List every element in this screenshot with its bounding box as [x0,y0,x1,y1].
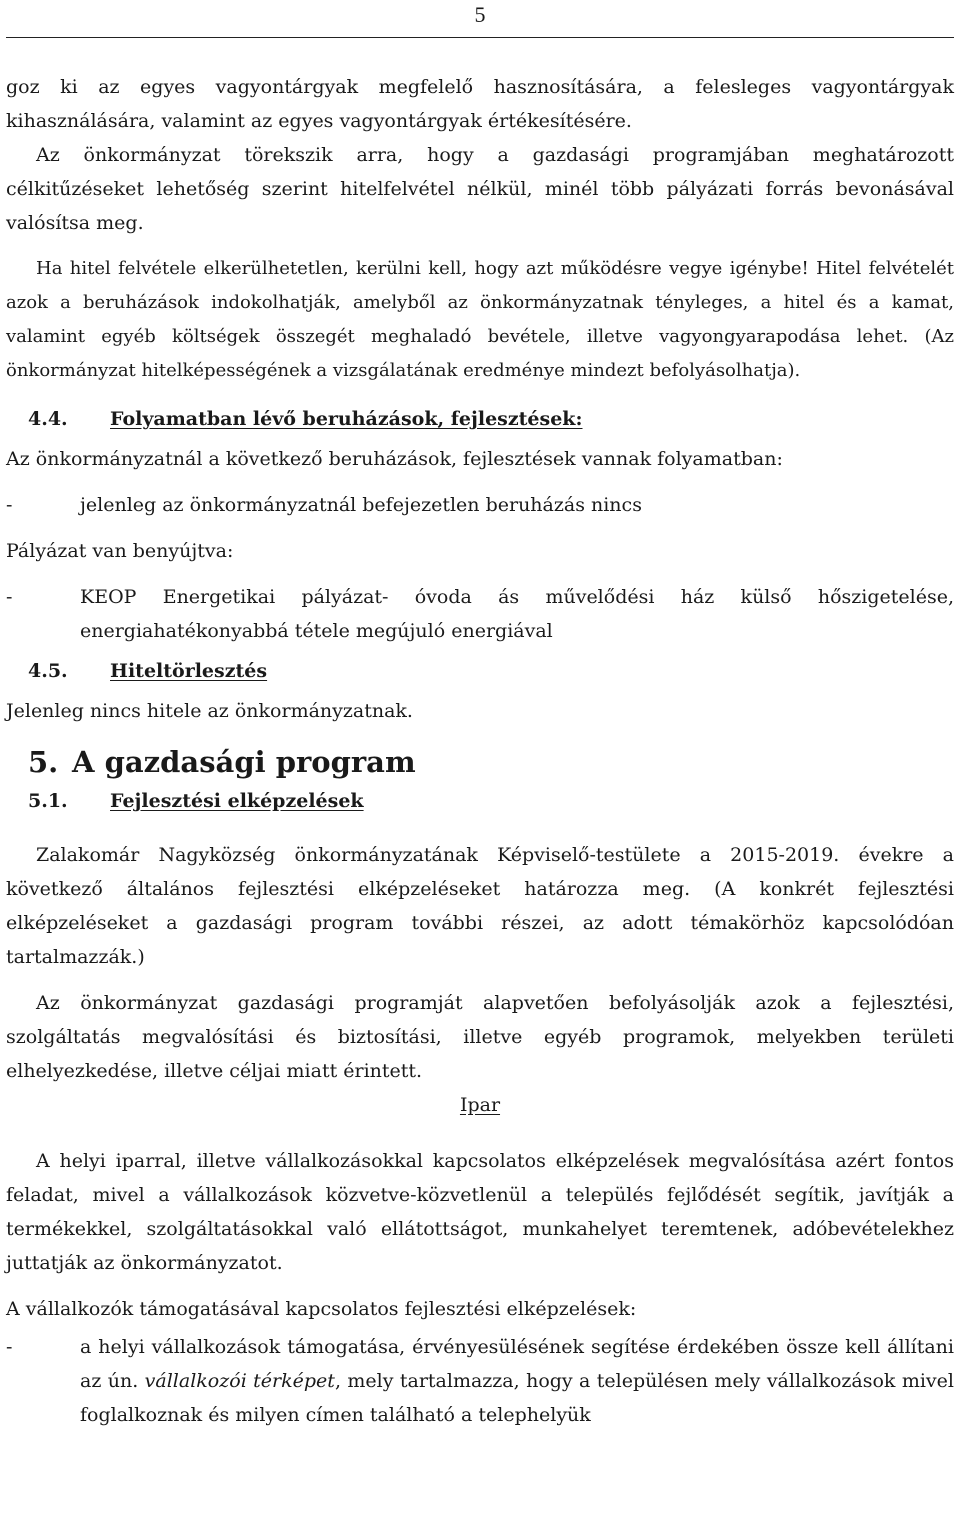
heading-title: Hiteltörlesztés [110,660,268,682]
list-item [6,580,954,648]
paragraph-entrepreneur-intro: A vállalkozók támogatásával kapcsolatos fejlesztési elképzelések: [6,1298,637,1320]
paragraph-no-loan: Jelenleg nincs hitele az önkormányzatnak. [6,700,413,722]
list-item-text [80,1330,954,1432]
header-rule [6,37,954,38]
paragraph-loan-avoidance: Az önkormányzat törekszik arra, hogy a gazdasági programjában meghatározott célkitűzéseket lehetőség szerint hitelfelvétel nélkül, minél több pályázati forrás bevonásával valósítsa meg. [6,144,954,234]
list-dash: - [6,494,13,516]
paragraph-ongoing-intro: Az önkormányzatnál a következő beruházások, fejlesztések vannak folyamatban: [6,448,783,470]
paragraph-continuation: goz ki az egyes vagyontárgyak megfelelő hasznosítására, a felesleges vagyontárgyak kihasználására, valamint az egyes vagyontárgyak értékesítésére. [6,76,954,132]
paragraph-loan-conditions: Ha hitel felvétele elkerülhetetlen, kerülni kell, hogy azt működésre vegye igénybe! Hitel felvételét azok a beruházások indokolhatják, amelyből az önkormányzatnak tényleges, a hitel és a kamat, valamint egyéb költségek összegét meghaladó bevétele, illetve vagyongyarapodása lehet. (Az önkormányzat hitelképességének a vizsgálatának eredménye mindezt befolyásolhatja). [6,258,954,381]
section-title-ipar: Ipar [459,1094,501,1116]
heading-5-1 [6,784,954,818]
page-number: 5 [474,2,486,27]
heading-4-5 [6,654,954,688]
list-dash: - [6,586,13,608]
list-item [6,1330,954,1432]
paragraph-development-plans: Zalakomár Nagyközség önkormányzatának Képviselő-testülete a 2015-2019. évekre a következő általános fejlesztési elképzeléseket határozza meg. (A konkrét fejlesztési elképzeléseket a gazdasági program további részei, az adott témakörhöz kapcsolódóan tartalmazzák.) [6,844,954,968]
list-item-text-part: , mely tartalmazza, hogy a településen mely vállalkozások mivel foglalkoznak és milyen címen található a telephelyük [80,1370,954,1426]
list-item-text: jelenleg az önkormányzatnál befejezetlen beruházás nincs [80,494,642,516]
heading-number: 5. [28,745,59,779]
heading-5 [6,740,954,784]
heading-number: 4.4. [28,408,68,430]
heading-title: Folyamatban lévő beruházások, fejlesztések: [110,408,583,430]
heading-number: 5.1. [28,790,68,812]
list-item-text-part: a helyi vállalkozások támogatása, érvényesülésének segítése érdekében össze kell állítani az ún. [80,1336,954,1392]
list-dash: - [6,1336,13,1358]
heading-number: 4.5. [28,660,68,682]
document-body [6,70,954,1432]
paragraph-application-intro: Pályázat van benyújtva: [6,540,234,562]
list-item-text: KEOP Energetikai pályázat- óvoda ás művelődési ház külső hőszigetelése, energiahatékonyabbá tétele megújuló energiával [80,586,954,642]
list-item-emphasis: vállalkozói térképet [144,1370,335,1392]
heading-4-4 [6,402,954,436]
heading-title: A gazdasági program [72,745,416,779]
list-item [6,488,954,522]
paragraph-industry: A helyi iparral, illetve vállalkozásokkal kapcsolatos elképzelések megvalósítása azért fontos feladat, mivel a vállalkozások közvetve-közvetlenül a település fejlődését segítik, javítják a termékekkel, szolgáltatásokkal való ellátottságot, munkahelyet teremtenek, adóbevételekhez juttatják az önkormányzatot. [6,1150,954,1274]
paragraph-economic-program: Az önkormányzat gazdasági programját alapvetően befolyásolják azok a fejlesztési, szolgáltatás megvalósítási és biztosítási, illetve egyéb programok, melyekben területi elhelyezkedése, illetve céljai miatt érintett. [6,992,954,1082]
heading-title: Fejlesztési elképzelések [110,790,364,812]
